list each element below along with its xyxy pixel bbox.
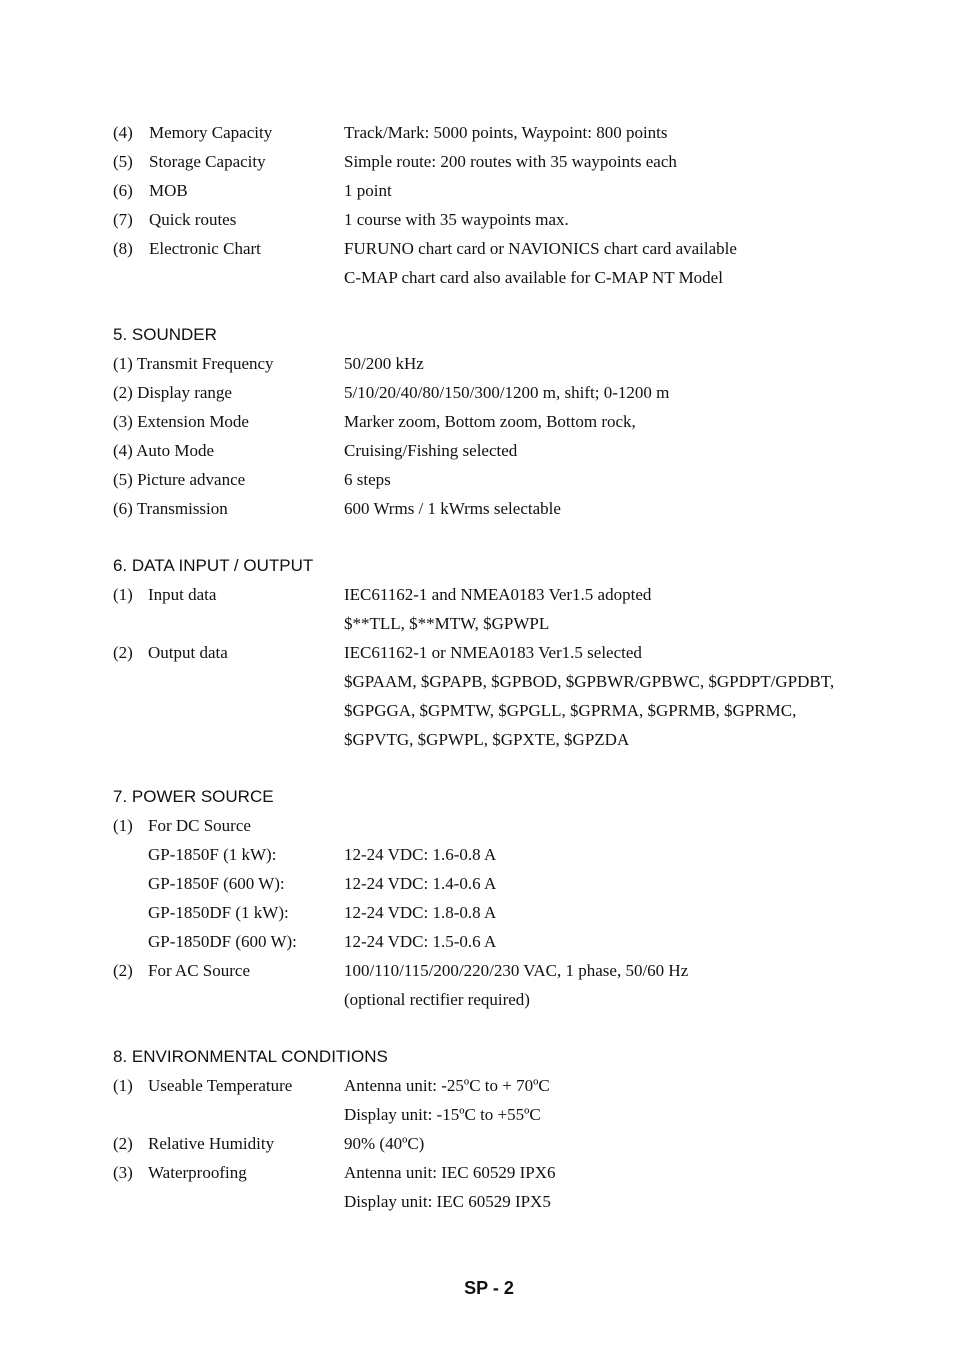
item-value: 12-24 VDC: 1.6-0.8 A	[344, 845, 497, 864]
spec-row	[113, 898, 893, 927]
section-environmental-conditions	[113, 1042, 893, 1216]
item-value: $**TLL, $**MTW, $GPWPL	[344, 614, 550, 633]
spec-row	[113, 696, 893, 725]
item-value: Marker zoom, Bottom zoom, Bottom rock,	[344, 412, 636, 431]
item-number: (4)	[113, 123, 133, 142]
item-value: Antenna unit: IEC 60529 IPX6	[344, 1163, 556, 1182]
page-number: SP - 2	[464, 1278, 514, 1298]
spec-row	[113, 580, 893, 609]
item-label: Input data	[148, 585, 217, 604]
item-number: (6)	[113, 181, 133, 200]
item-number: (1)	[113, 816, 133, 835]
item-value: (optional rectifier required)	[344, 990, 530, 1009]
item-label: (3) Extension Mode	[113, 412, 249, 431]
item-value: 90% (40ºC)	[344, 1134, 425, 1153]
item-label: GP-1850DF (1 kW):	[148, 903, 289, 922]
item-label: For AC Source	[148, 961, 250, 980]
item-label: Useable Temperature	[148, 1076, 293, 1095]
item-label: (1) Transmit Frequency	[113, 354, 274, 373]
item-value: 5/10/20/40/80/150/300/1200 m, shift; 0-1200 m	[344, 383, 670, 402]
spec-row	[113, 840, 893, 869]
item-value: IEC61162-1 and NMEA0183 Ver1.5 adopted	[344, 585, 652, 604]
item-number: (5)	[113, 152, 133, 171]
item-value: 50/200 kHz	[344, 354, 424, 373]
spec-row	[113, 609, 893, 638]
item-value: 12-24 VDC: 1.8-0.8 A	[344, 903, 497, 922]
item-value: 600 Wrms / 1 kWrms selectable	[344, 499, 561, 518]
spec-row	[113, 1071, 893, 1100]
item-value: Simple route: 200 routes with 35 waypoints each	[344, 152, 677, 171]
item-value: Cruising/Fishing selected	[344, 441, 518, 460]
item-value: 1 course with 35 waypoints max.	[344, 210, 569, 229]
spec-row	[113, 349, 893, 378]
item-value: Display unit: -15ºC to +55ºC	[344, 1105, 541, 1124]
item-label: (4) Auto Mode	[113, 441, 215, 460]
item-value: IEC61162-1 or NMEA0183 Ver1.5 selected	[344, 643, 642, 662]
section-heading: 7. POWER SOURCE	[113, 787, 274, 806]
item-label: Relative Humidity	[148, 1134, 275, 1153]
item-label: MOB	[149, 181, 188, 200]
spec-row	[113, 1187, 893, 1216]
spec-row	[113, 465, 893, 494]
spec-row	[113, 811, 893, 840]
spec-row	[113, 985, 893, 1014]
item-label: GP-1850F (600 W):	[148, 874, 285, 893]
spec-content	[113, 118, 893, 1216]
item-value: Track/Mark: 5000 points, Waypoint: 800 points	[344, 123, 668, 142]
spec-row	[113, 1158, 893, 1187]
item-value: C-MAP chart card also available for C-MAP NT Model	[344, 268, 723, 287]
item-label: Memory Capacity	[149, 123, 273, 142]
spec-row	[113, 118, 893, 147]
item-value: $GPVTG, $GPWPL, $GPXTE, $GPZDA	[344, 730, 630, 749]
item-value: 1 point	[344, 181, 392, 200]
spec-row	[113, 927, 893, 956]
item-label: (2) Display range	[113, 383, 232, 402]
item-number: (2)	[113, 1134, 133, 1153]
spec-row	[113, 234, 893, 263]
spec-row	[113, 667, 893, 696]
item-label: (6) Transmission	[113, 499, 228, 518]
item-label: Electronic Chart	[149, 239, 261, 258]
item-value: 100/110/115/200/220/230 VAC, 1 phase, 50/60 Hz	[344, 961, 689, 980]
item-label: For DC Source	[148, 816, 251, 835]
section-data-io	[113, 551, 893, 754]
spec-row	[113, 176, 893, 205]
item-number: (1)	[113, 585, 133, 604]
item-number: (1)	[113, 1076, 133, 1095]
item-value: Antenna unit: -25ºC to + 70ºC	[344, 1076, 550, 1095]
spec-row	[113, 205, 893, 234]
item-value: $GPAAM, $GPAPB, $GPBOD, $GPBWR/GPBWC, $GPDPT/GPDBT,	[344, 672, 835, 691]
item-label: Quick routes	[149, 210, 237, 229]
item-label: GP-1850F (1 kW):	[148, 845, 277, 864]
item-value: 12-24 VDC: 1.4-0.6 A	[344, 874, 497, 893]
spec-row	[113, 436, 893, 465]
spec-row	[113, 638, 893, 667]
spec-row	[113, 1129, 893, 1158]
item-value: Display unit: IEC 60529 IPX5	[344, 1192, 551, 1211]
item-label: (5) Picture advance	[113, 470, 246, 489]
section-power-source	[113, 782, 893, 1014]
section-heading: 6. DATA INPUT / OUTPUT	[113, 556, 314, 575]
item-number: (8)	[113, 239, 133, 258]
section-sounder	[113, 320, 893, 523]
spec-row	[113, 494, 893, 523]
item-value: $GPGGA, $GPMTW, $GPGLL, $GPRMA, $GPRMB, $GPRMC,	[344, 701, 797, 720]
spec-row	[113, 147, 893, 176]
spec-row	[113, 725, 893, 754]
item-value: 6 steps	[344, 470, 391, 489]
item-value: 12-24 VDC: 1.5-0.6 A	[344, 932, 497, 951]
section-heading: 8. ENVIRONMENTAL CONDITIONS	[113, 1047, 388, 1066]
item-label: Output data	[148, 643, 228, 662]
spec-row	[113, 378, 893, 407]
item-label: GP-1850DF (600 W):	[148, 932, 297, 951]
item-number: (3)	[113, 1163, 133, 1182]
item-label: Waterproofing	[148, 1163, 247, 1182]
item-value: FURUNO chart card or NAVIONICS chart card available	[344, 239, 737, 258]
section-heading: 5. SOUNDER	[113, 325, 217, 344]
spec-row	[113, 1100, 893, 1129]
spec-row	[113, 956, 893, 985]
spec-row	[113, 407, 893, 436]
item-label: Storage Capacity	[149, 152, 266, 171]
item-number: (2)	[113, 961, 133, 980]
section-4-list	[113, 118, 893, 292]
spec-row	[113, 869, 893, 898]
spec-row	[113, 263, 893, 292]
item-number: (2)	[113, 643, 133, 662]
item-number: (7)	[113, 210, 133, 229]
